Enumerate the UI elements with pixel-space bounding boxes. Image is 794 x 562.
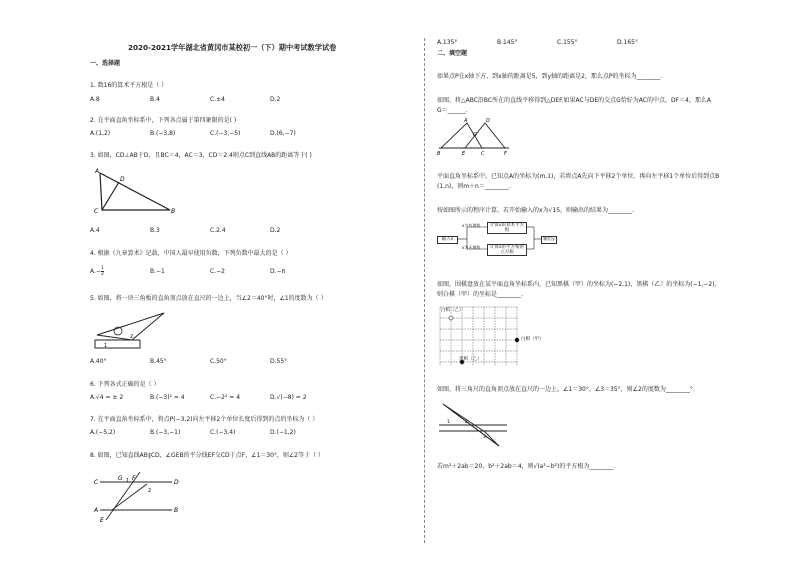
- question-13-text-line1: 如图，围棋盘放在某平面直角坐标系内，已知黑棋（甲）的坐标为(−2,1)，黑棋（乙）的坐标为(−1,−2)，: [437, 281, 721, 288]
- flow-cond1-label: x为有理数: [462, 223, 481, 228]
- question-6-option-c[interactable]: C.−2² = 4: [210, 394, 241, 401]
- question-6-option-d[interactable]: D.√(−8) = 2: [270, 394, 307, 401]
- question-8-stem: 8. 如图，已知直线AB∥CD，∠GEB的平分线EF交CD于点F，∠1＝30°，则∠2等于（ ）: [90, 452, 325, 459]
- question-6-stem: 6. 下列各式正确的是（ ）: [90, 381, 160, 388]
- question-7-option-a[interactable]: A.(−5,2): [90, 429, 116, 436]
- question-4-option-a[interactable]: [90, 266, 104, 277]
- q14-label-3: 3: [483, 435, 486, 440]
- question-5-option-c[interactable]: C.50°: [210, 358, 227, 365]
- q10-label-g: G: [473, 132, 477, 138]
- question-8-option-b[interactable]: B.145°: [497, 39, 518, 46]
- column-divider: [424, 38, 425, 543]
- q4-option-a-text: A.−: [90, 268, 101, 275]
- question-3-option-d[interactable]: D.2: [270, 227, 281, 234]
- question-1-option-b[interactable]: B.4: [150, 96, 160, 103]
- q10-label-c: C: [481, 151, 485, 157]
- question-4-option-d[interactable]: D.−π: [270, 268, 286, 275]
- question-8-option-c[interactable]: C.155°: [557, 39, 578, 46]
- question-10-text-line2: G＝______.: [437, 107, 468, 114]
- question-4-option-c[interactable]: C.−2: [210, 268, 225, 275]
- question-3-stem: 3. 如图，CD⊥AB于D，且BC＝4，AC＝3，CD＝2.4则点C到直线AB的距离等于( ): [90, 152, 312, 159]
- page-title: 2020-2021学年湖北省黄冈市某校初一（下）期中考试数学试卷: [128, 43, 337, 52]
- q8-label-e: E: [100, 517, 104, 524]
- question-3-option-a[interactable]: A.4: [90, 227, 100, 234]
- q10-label-f: F: [504, 151, 507, 157]
- question-8-option-a[interactable]: A.135°: [437, 39, 458, 46]
- q4-frac-num: 1: [100, 266, 104, 271]
- flow-arrows: [437, 218, 562, 260]
- question-7-option-d[interactable]: D.(−1,2): [270, 429, 296, 436]
- q5-label-2: 2: [130, 334, 134, 340]
- q10-label-a: A: [464, 118, 468, 124]
- flow-calc-box: 计算x的算术平方根: [487, 222, 527, 234]
- q8-label-a: A: [94, 507, 99, 514]
- question-6-option-b[interactable]: B.(−3)² = 4: [150, 394, 185, 401]
- q13-label-white-b: 白棋（乙）: [441, 308, 464, 313]
- q10-label-e: E: [462, 151, 466, 157]
- flow-cond2-label: x为无理数: [462, 245, 481, 250]
- q10-label-d: D: [486, 118, 490, 124]
- q8-label-c: C: [94, 479, 99, 486]
- question-1-stem: 1. 数16的算术平方根是（ ）: [90, 82, 168, 89]
- question-5-option-a[interactable]: A.40°: [90, 358, 107, 365]
- question-3-option-b[interactable]: B.3: [150, 227, 160, 234]
- q8-label-g: G: [118, 475, 123, 482]
- section-fill-heading: 二、填空题: [437, 50, 468, 57]
- q14-label-1: 1: [447, 420, 450, 425]
- q8-label-f: F: [132, 475, 136, 482]
- section-choice-heading: 一、选择题: [90, 60, 121, 67]
- question-7-option-b[interactable]: B.(−3,−1): [150, 429, 181, 436]
- flow-input-box: 输入x: [437, 236, 458, 244]
- flow-calc2-box: 计算x的平方根的立方根: [487, 244, 527, 256]
- question-5-stem: 5. 如图，将一块三角板的直角顶点放在直尺的一边上，当∠2＝40°时，∠1的度数为（ ）: [90, 295, 327, 302]
- question-13-text-line2: 则白棋（甲）的坐标是________.: [437, 291, 523, 298]
- question-1-option-c[interactable]: C.±4: [210, 96, 225, 103]
- question-2-option-c[interactable]: C.(−3,−5): [210, 130, 241, 137]
- question-6-option-a[interactable]: A.√4 = ± 2: [90, 394, 124, 401]
- q3-label-c: C: [94, 208, 99, 215]
- q8-label-b: B: [174, 507, 179, 514]
- q8-label-1: 1: [126, 478, 130, 484]
- question-5-figure: [92, 307, 172, 352]
- question-1-option-d[interactable]: D.2: [270, 96, 281, 103]
- question-3-figure: [90, 165, 180, 215]
- q5-label-1: 1: [104, 343, 108, 349]
- q8-label-d: D: [174, 479, 179, 486]
- question-11-text-line2: (1,n)，则m＋n＝________.: [437, 183, 511, 190]
- q14-label-2: 2: [465, 420, 468, 425]
- question-5-option-b[interactable]: B.45°: [150, 358, 167, 365]
- question-2-option-a[interactable]: A.(1,2): [90, 130, 111, 137]
- question-8-figure: [92, 470, 192, 530]
- q13-label-white-a: 白棋（甲）: [521, 337, 544, 342]
- q8-label-2: 2: [148, 488, 152, 494]
- question-1-option-a[interactable]: A.8: [90, 96, 100, 103]
- question-2-option-d[interactable]: D.(6,−7): [270, 130, 296, 137]
- q3-label-a: A: [95, 168, 100, 175]
- question-10-text-line1: 如图，将△ABC沿BC所在的直线平移得到△DEF.如果AC与DE的交点G恰好为AC的中点，DF＝4，那么A: [437, 97, 711, 104]
- question-2-stem: 2. 在平面直角坐标系中，下列各点属于第四象限的是( ): [90, 117, 237, 124]
- question-5-option-d[interactable]: D.55°: [270, 358, 288, 365]
- q3-label-b: B: [171, 208, 176, 215]
- question-2-option-b[interactable]: B.(−3,8): [150, 130, 176, 137]
- q4-frac-den: 2: [100, 272, 104, 277]
- question-9-text: 如果点P在x轴下方，到x轴的距离是5，到y轴的距离是2，那么点P的坐标为________.: [437, 73, 663, 80]
- question-15-text: 若m²＋2ab＝20，b²＋2ab＝4，则√(a²−b²)的平方根为________.: [437, 463, 616, 470]
- q10-label-b: B: [437, 151, 441, 157]
- question-7-stem: 7. 在平面直角坐标系中，将点P(−3,2)向左平移2个单位长度后得到的点的坐标为（ ）: [90, 416, 319, 423]
- question-7-option-c[interactable]: C.(−3,4): [210, 429, 236, 436]
- question-14-text: 如图，将三角尺的直角顶点放在直尺的一边上，∠1＝30°，∠3＝35°，则∠2的度数为________°.: [437, 386, 695, 393]
- question-12-text: 按如图所示的程序计算，若开始输入的x为√15，则输出的结果为________.: [437, 207, 634, 214]
- question-14-figure: [437, 400, 509, 450]
- flow-output-box: 输出y: [541, 236, 557, 244]
- question-4-option-b[interactable]: B.−1: [150, 268, 165, 275]
- q13-label-black-b: 黑棋（乙）: [459, 357, 482, 362]
- question-10-figure: [437, 118, 517, 160]
- q3-label-d: D: [120, 176, 125, 183]
- question-3-option-c[interactable]: C.2.4: [210, 227, 226, 234]
- question-4-stem: 4. 根据《九章算术》记载，中国人最早使用负数，下列负数中最大的是（ ）: [90, 250, 292, 257]
- question-11-text-line1: 平面直角坐标系中，已知点A的坐标为(m,1)，若将点A先向下平移2个单位，再向左平移1个单位后得到点B: [437, 173, 720, 180]
- question-8-option-d[interactable]: D.165°: [617, 39, 638, 46]
